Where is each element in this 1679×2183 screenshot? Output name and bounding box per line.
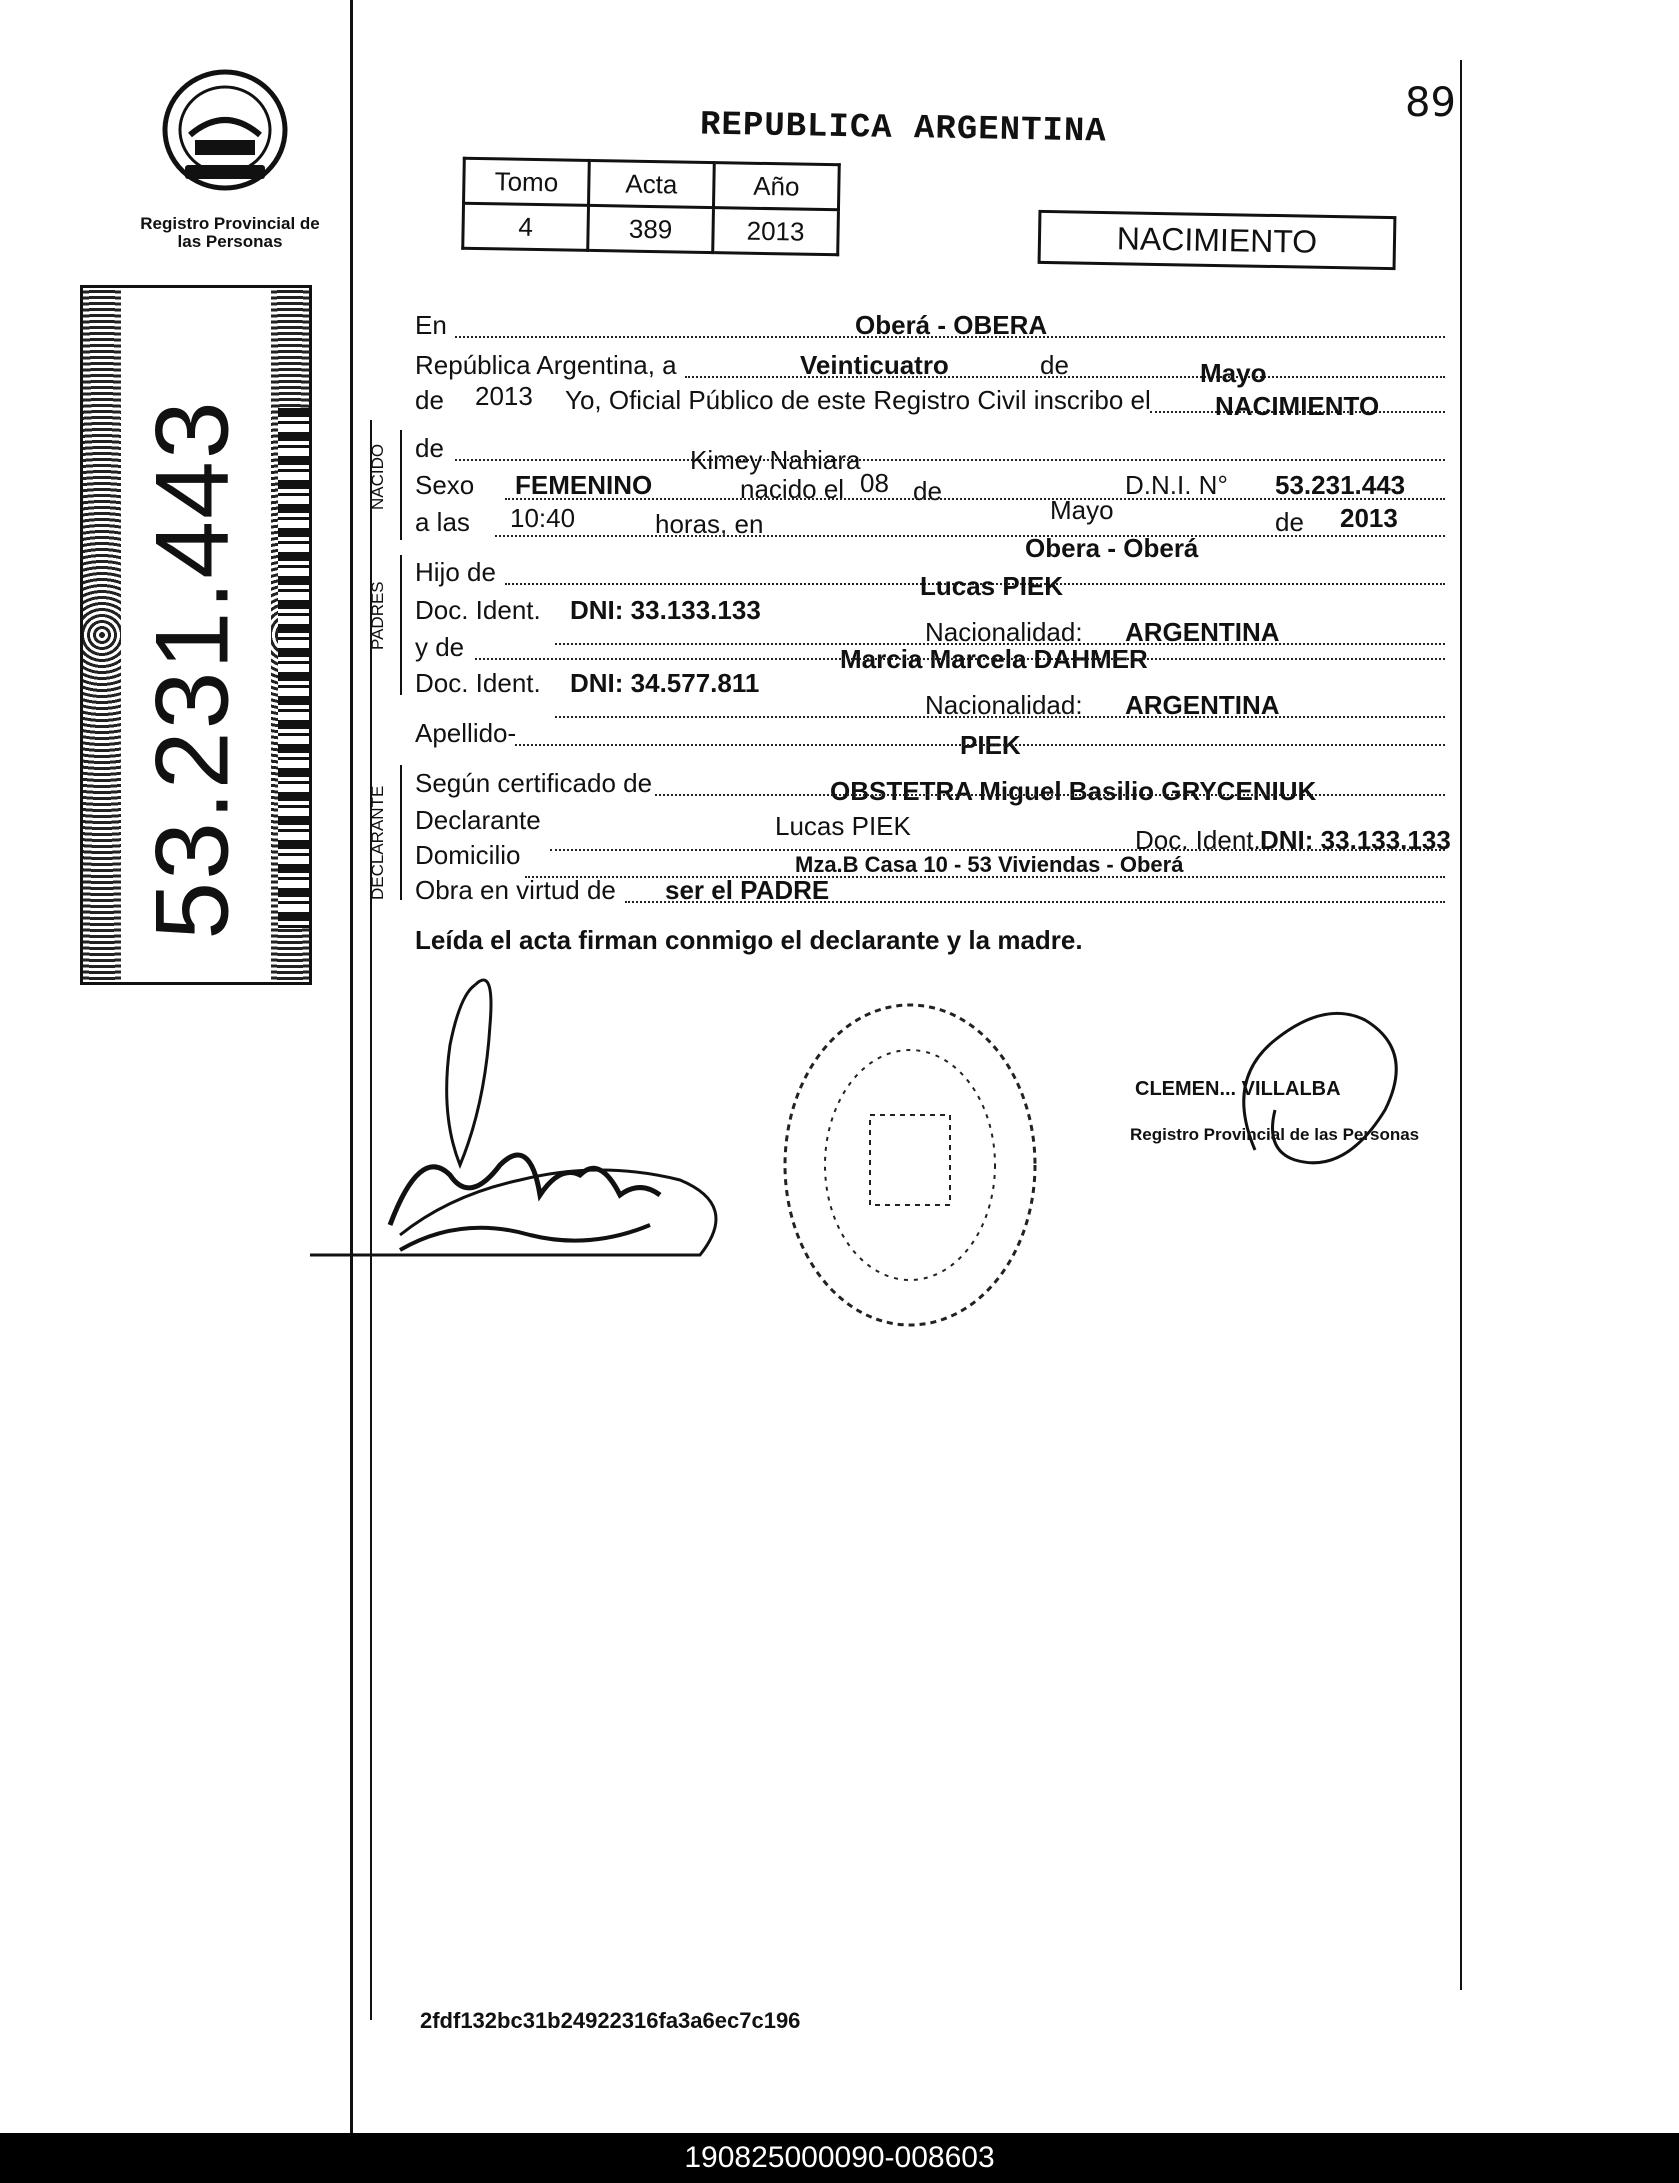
declarante-label: Declarante xyxy=(415,805,541,835)
footer-id-bar: 190825000090-008603 xyxy=(0,2133,1679,2183)
dni-value: 53.231.443 xyxy=(1275,470,1406,500)
obra-label: Obra en virtud de xyxy=(415,875,616,905)
row-apellido xyxy=(415,718,1450,760)
barcode-bars xyxy=(278,408,312,928)
row-en xyxy=(415,310,1450,346)
dni-label: D.N.I. N° xyxy=(1125,470,1228,500)
declarante-dni: DNI: 33.133.133 xyxy=(1260,825,1451,855)
row-sexo xyxy=(415,470,1450,506)
de-label: de xyxy=(1040,350,1069,380)
row-segun xyxy=(415,768,1450,804)
right-margin-line xyxy=(1460,60,1462,1990)
row-time xyxy=(415,495,1450,563)
dots xyxy=(625,901,1445,903)
en-value: Oberá - OBERA xyxy=(855,310,1048,340)
acta-header-ano: Año xyxy=(713,163,839,210)
birth-year: 2013 xyxy=(1340,503,1398,533)
side-label-padres: PADRES xyxy=(368,581,387,650)
doc-ident-label: Doc. Ident. xyxy=(415,595,541,625)
acta-header-tomo: Tomo xyxy=(464,158,590,205)
row-name xyxy=(415,433,1450,475)
acta-table xyxy=(461,157,841,257)
nacionalidad-label: Nacionalidad: xyxy=(925,617,1083,647)
page-number: 89 xyxy=(1405,80,1456,126)
dots xyxy=(475,658,1445,660)
page-title: REPUBLICA ARGENTINA xyxy=(699,106,1107,152)
sexo-value: FEMENINO xyxy=(515,470,653,500)
nacido-bracket xyxy=(400,430,402,540)
document-type-box: NACIMIENTO xyxy=(1038,210,1397,270)
domicilio-label: Domicilio xyxy=(415,840,521,870)
row-hijo xyxy=(415,557,1450,601)
row-republica xyxy=(415,350,1450,386)
time-value: 10:40 xyxy=(510,503,576,533)
apellido-value: PIEK xyxy=(960,730,1021,760)
row-obra xyxy=(415,875,1450,911)
father-name: Lucas PIEK xyxy=(920,571,1064,601)
month-value: Mayo xyxy=(1200,358,1267,388)
alas-label: a las xyxy=(415,507,470,537)
declarante-bracket xyxy=(400,765,402,900)
obra-value: ser el PADRE xyxy=(665,875,830,905)
hijo-label: Hijo de xyxy=(415,557,496,587)
row-domicilio xyxy=(415,840,1450,876)
closing-text: Leída el acta firman conmigo el declarante y la madre. xyxy=(415,925,1083,955)
acta-value-ano: 2013 xyxy=(713,208,839,255)
de-label-2: de xyxy=(415,385,444,415)
barcode-pattern-left xyxy=(83,288,121,982)
acta-value-tomo: 4 xyxy=(463,203,589,250)
birth-day: 08 xyxy=(860,468,889,498)
side-label-nacido: NACIDO xyxy=(368,443,387,510)
dots xyxy=(455,459,1445,461)
row-mother-doc xyxy=(415,668,1450,720)
name-value: Kimey Nahiara xyxy=(690,445,861,475)
barcode-block xyxy=(80,285,312,985)
de-label-4: de xyxy=(913,476,942,506)
row-mother xyxy=(415,632,1450,674)
apellido-label: Apellido- xyxy=(415,718,517,748)
inscribe-value: NACIMIENTO xyxy=(1215,391,1380,421)
sexo-label: Sexo xyxy=(415,470,475,500)
side-label-declarante: DECLARANTE xyxy=(368,785,387,900)
dots xyxy=(515,744,1445,746)
dots xyxy=(505,498,1445,500)
provincial-seal-logo xyxy=(150,65,300,195)
acta-header-acta: Acta xyxy=(589,160,715,207)
row-oficial xyxy=(415,381,1450,421)
document-hash: 2fdf132bc31b24922316fa3a6ec7c196 xyxy=(420,2008,801,2033)
segun-label: Según certificado de xyxy=(415,768,653,798)
father-nat: ARGENTINA xyxy=(1125,617,1280,647)
mother-nat: ARGENTINA xyxy=(1125,690,1280,720)
official-office: Registro Provincial de las Personas xyxy=(1130,1125,1420,1144)
de-label-3: de xyxy=(415,433,444,463)
day-value: Veinticuatro xyxy=(800,350,949,380)
mother-name: Marcia Marcela DAHMER xyxy=(840,644,1148,674)
domicilio-value: Mza.B Casa 10 - 53 Viviendas - Oberá xyxy=(795,852,1184,877)
doc-ident-label-2: Doc. Ident. xyxy=(415,668,541,698)
padres-bracket xyxy=(400,555,402,695)
en-label: En xyxy=(415,310,447,340)
oficial-text: Yo, Oficial Público de este Registro Civil inscribo el xyxy=(565,385,1151,415)
declarante-value: Lucas PIEK xyxy=(775,811,911,841)
year-value: 2013 xyxy=(475,381,533,411)
doc-ident-label-3: Doc. Ident. xyxy=(1135,825,1261,855)
de-label-5: de xyxy=(1275,507,1304,537)
yde-label: y de xyxy=(415,632,465,662)
official-stamp xyxy=(775,995,1045,1335)
acta-value-acta: 389 xyxy=(588,205,714,252)
barcode-number: 53.231.443 xyxy=(134,399,251,940)
republica-label: República Argentina, a xyxy=(415,350,677,380)
birth-month: Mayo xyxy=(1050,495,1114,525)
segun-value: OBSTETRA Miguel Basilio GRYCENIUK xyxy=(830,776,1317,806)
place-value: Obera - Oberá xyxy=(1025,533,1199,563)
father-dni: DNI: 33.133.133 xyxy=(570,595,761,625)
horas-label: horas, en xyxy=(655,509,764,539)
dots xyxy=(495,535,1445,537)
mother-dni: DNI: 34.577.811 xyxy=(570,668,760,698)
dots xyxy=(655,794,1445,796)
logo-caption: Registro Provincial de las Personas xyxy=(140,214,320,251)
handwritten-signature xyxy=(300,965,730,1275)
nacionalidad-label-2: Nacionalidad: xyxy=(925,690,1083,720)
official-name: CLEMEN... VILLALBA xyxy=(1135,1078,1341,1100)
nacido-label: nacido el xyxy=(740,474,845,504)
